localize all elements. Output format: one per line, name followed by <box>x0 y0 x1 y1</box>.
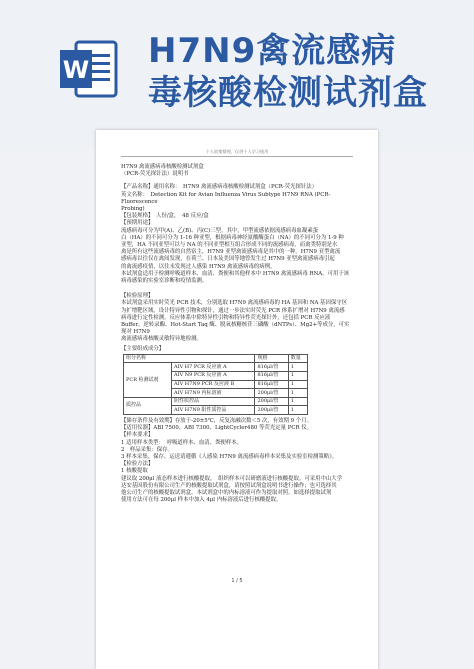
header-divider <box>121 156 353 157</box>
doc-line: 感病毒以往仅在禽间发现，在荷兰、日本及美国等地曾发生过 H7N9 亚型禽流感病毒引起 <box>121 256 335 263</box>
doc-line: Buffer、逆转录酶、Hot-Start Taq 酶、脱氧核糖核苷三磷酸（dNTPs）、Mg2+等成分，可实现对 H7N9 <box>121 322 350 336</box>
doc-line: 3 样本采集、保存、运送请遵循《人感染 H7N9 禽流感病毒样本采集及实验室检测策略》。 <box>121 454 338 461</box>
table-row <box>124 397 308 406</box>
components-table <box>123 354 308 415</box>
doc-line: 本试剂盒采用实时荧光 PCR 技术，分别选取 H7N9 禽流感病毒的 HA 基因和 NA 基因保守区 <box>121 300 348 307</box>
title-line-2: 毒核酸检测试剂盒 <box>148 73 428 113</box>
doc-line: 病毒进行定性检测。反应体系中除特异性引物和特异性荧光探针外，还包括 PCR 反应液 <box>121 314 331 321</box>
page-title <box>148 30 428 114</box>
table-header-cell: 数量 <box>288 354 307 363</box>
doc-line: 【预期用途】 <box>121 220 154 227</box>
title-line-1: H7N9禽流感病 <box>148 31 397 71</box>
table-header-cell: 规格 <box>255 354 288 363</box>
spacer <box>121 285 353 291</box>
doc-line: 【产品名称】通用名称： H7N9 禽流感病毒核酸检测试剂盒（PCR-荧光探针法） <box>121 184 318 191</box>
svg-text:W: W <box>62 56 90 84</box>
doc-line: 【样本要求】 <box>121 432 154 439</box>
table-cell: 200μl/管 <box>255 406 288 415</box>
table-cell: AIV H7N9 阳性质控品 <box>172 406 255 415</box>
table-header-cell: 组分名称 <box>124 354 255 363</box>
doc-line: 【包装规格】 人份/盒， 48 反应/盒 <box>121 213 209 220</box>
doc-line: 1 适用样本类型： 呼吸道样本、血清、粪便样本。 <box>121 439 243 446</box>
doc-line: 禽流感病毒核酸灵敏特异地检测。 <box>121 336 202 343</box>
document-page <box>96 130 378 669</box>
table-row <box>124 363 308 372</box>
table-cell: 1 <box>288 372 307 381</box>
table-cell-group: PCR 检测试剂 <box>124 363 172 397</box>
doc-line: 病毒感染的实验室诊断和疫情监测。 <box>121 278 208 285</box>
table-cell: AIV H7N9 内标溶液 <box>172 389 255 398</box>
banner <box>0 0 474 150</box>
doc-line: （PCR-荧光探针法）说明书 <box>121 171 189 178</box>
doc-line: 他公司生产的核酸提取试剂盒。本试剂盒中的内标溶液可作为提取对照。如选择提取试剂 <box>121 490 332 497</box>
table-cell: 200μl/管 <box>255 389 288 398</box>
table-cell: 阴性质控品 <box>172 397 255 406</box>
section-heading: 【检验原理】 <box>121 293 154 300</box>
table-cell: AIV H7N9 PCR 反应液 B <box>172 380 255 389</box>
doc-line: 英文名称： Detection Kit for Avian Influenza Virus Subtype H7N9 RNA (PCR-Fluorescence <box>121 191 331 205</box>
doc-line: 2 样品采集：保存。 <box>121 446 173 453</box>
doc-line: 白（HA）的不同可分为 1-16 种亚型，根据病毒神经氨酸酶蛋白（NA）的不同可分为 1-9 种 <box>121 234 344 241</box>
table-cell: 1 <box>288 380 307 389</box>
doc-line: 禽是所有这些流感病毒的自然宿主，H7N9 亚型禽流感病毒是其中的一种。H7N9 亚型禽流 <box>121 249 341 256</box>
table-cell: 816μl/管 <box>255 380 288 389</box>
doc-line: 【适用仪器】ABI 7500、ABI 7300、LightCycler480 等荧光定量 PCR 仪。 <box>121 425 313 432</box>
table-cell: 1 <box>288 406 307 415</box>
doc-line: 达安基因股份有限公司生产的核酸提取试剂盒，请按照试剂盒说明书进行操作；也可选择其 <box>121 482 337 489</box>
table-cell: 1 <box>288 389 307 398</box>
doc-line: H7N9 禽流感病毒核酸检测试剂盒 <box>121 164 204 170</box>
doc-line: 的禽流感疫情，以往未发现过人感染 H7N9 禽流感病毒的病例。 <box>121 263 276 270</box>
table-cell: AIV N9 PCR 反应液 A <box>172 372 255 381</box>
word-document-icon <box>58 38 120 100</box>
page-header: 个人收集整理，仅供个人学习使用 <box>205 149 269 154</box>
table-cell: 200μl/管 <box>255 397 288 406</box>
table-header-row <box>124 354 308 363</box>
doc-line: 使用方法可在每 200μl 样本中加入 4μl 内标溶液后进行核酸提取。 <box>121 497 282 504</box>
section-heading: 【主要组成成分】 <box>121 345 165 352</box>
table-cell-group: 质控品 <box>124 397 172 414</box>
table-cell: AIV H7 PCR 反应液 A <box>172 363 255 372</box>
doc-line: 为扩增靶区域，设计特异性引物和探针，通过一步法实时荧光 PCR 体系扩增对 H7N9 禽流感 <box>121 307 345 314</box>
doc-line: 【检验方法】 <box>121 461 154 468</box>
document-body <box>121 164 353 504</box>
table-cell: 1 <box>288 363 307 372</box>
doc-line: 亚型，HA 不同亚型可以与 NA 的不同亚型相互组合形成不同的流感病毒，而禽类特别是水 <box>121 242 338 249</box>
page-number: 1 / 5 <box>231 578 243 584</box>
table-cell: 1 <box>288 397 307 406</box>
table-cell: 816μl/管 <box>255 363 288 372</box>
table-cell: 816μl/管 <box>255 372 288 381</box>
doc-line: 【储存条件及有效期】存放于-20±5℃，反复冻融次数＜5 次，有效期 9 个月。 <box>121 418 312 425</box>
doc-line: 本试剂盒适用于检测呼吸道样本、血清、粪便和其他样本中 H7N9 禽流感病毒 RNA。可用于该 <box>121 270 350 277</box>
doc-line: 流感病毒可分为甲(A)、乙(B)、丙(C)三型，其中，甲型流感依据流感病毒血凝素蛋 <box>121 227 319 234</box>
doc-line: 1 核酸提取 <box>121 468 148 475</box>
doc-line: Probing) <box>121 206 145 213</box>
doc-line: 建议取 200μl 液态样本进行核酸提取。 组织样本可以研磨液进行核酸提取。可采用中山大学 <box>121 475 343 482</box>
